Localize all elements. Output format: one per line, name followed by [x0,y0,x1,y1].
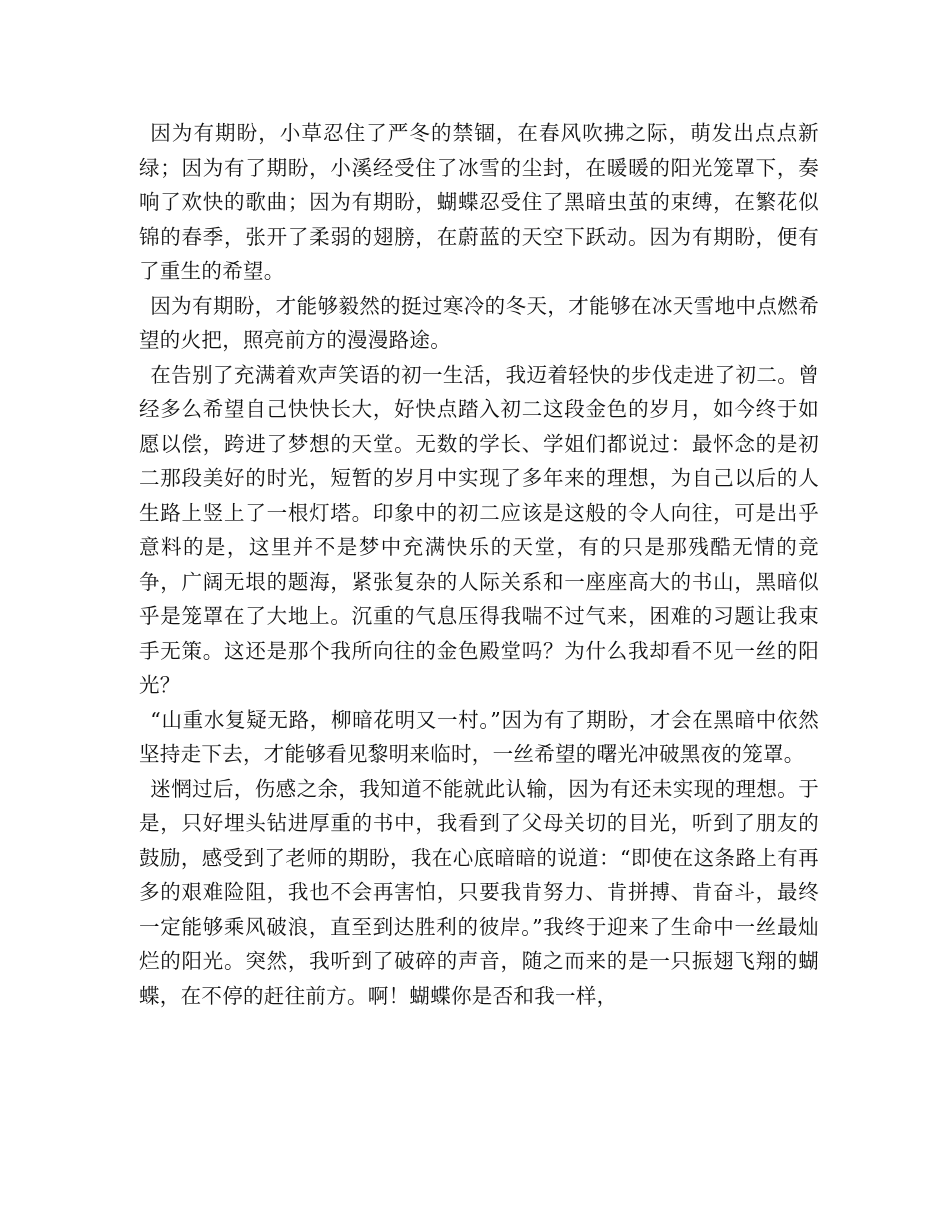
paragraph-2: 因为有期盼，才能够毅然的挺过寒冷的冬天，才能够在冰天雪地中点燃希望的火把，照亮前方的漫漫路途。 [139,293,819,352]
paragraph-4: “山重水复疑无路，柳暗花明又一村。”因为有了期盼，才会在黑暗中依然坚持走下去，才能够看见黎明来临时，一丝希望的曙光冲破黑夜的笼罩。 [139,707,819,766]
paragraph-3: 在告别了充满着欢声笑语的初一生活，我迈着轻快的步伐走进了初二。曾经多么希望自己快快长大，好快点踏入初二这段金色的岁月，如今终于如愿以偿，跨进了梦想的天堂。无数的学长、学姐们都说过：最怀念的是初二那段美好的时光，短暂的岁月中实现了多年来的理想，为自己以后的人生路上竖上了一根灯塔。印象中的初二应该是这般的令人向往，可是出乎意料的是，这里并不是梦中充满快乐的天堂，有的只是那残酷无情的竞争，广阔无垠的题海，紧张复杂的人际关系和一座座高大的书山，黑暗似乎是笼罩在了大地上。沉重的气息压得我喘不过气来，困难的习题让我束手无策。这还是那个我所向往的金色殿堂吗？为什么我却看不见一丝的阳光？ [139,362,819,697]
paragraph-1: 因为有期盼，小草忍住了严冬的禁锢，在春风吹拂之际，萌发出点点新绿；因为有了期盼，小溪经受住了冰雪的尘封，在暖暖的阳光笼罩下，奏响了欢快的歌曲；因为有期盼，蝴蝶忍受住了黑暗虫茧的束缚，在繁花似锦的春季，张开了柔弱的翅膀，在蔚蓝的天空下跃动。因为有期盼，便有了重生的希望。 [139,121,819,283]
document-body [139,116,819,1013]
paragraph-5: 迷惘过后，伤感之余，我知道不能就此认输，因为有还未实现的理想。于是，只好埋头钻进厚重的书中，我看到了父母关切的目光，听到了朋友的鼓励，感受到了老师的期盼，我在心底暗暗的说道：“即使在这条路上有再多的艰难险阻，我也不会再害怕，只要我肯努力、肯拼搏、肯奋斗，最终一定能够乘风破浪，直至到达胜利的彼岸。”我终于迎来了生命中一丝最灿烂的阳光。突然，我听到了破碎的声音，随之而来的是一只振翅飞翔的蝴蝶，在不停的赶往前方。啊！蝴蝶你是否和我一样， [139,776,819,1008]
